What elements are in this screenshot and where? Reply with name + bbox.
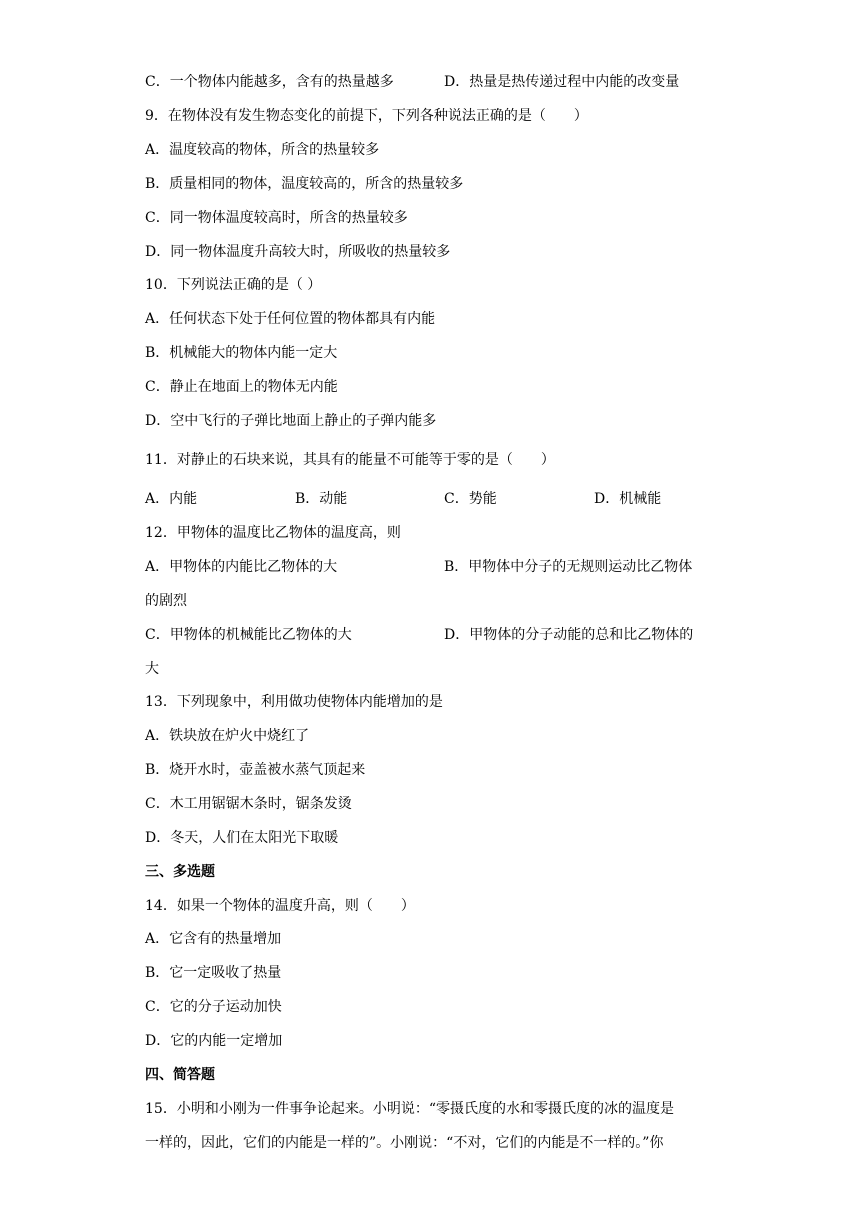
section-multiple-choice-heading: 三、多选题 — [145, 864, 215, 880]
q9-option-a: A．温度较高的物体，所含的热量较多 — [145, 142, 380, 158]
q12-stem: 12．甲物体的温度比乙物体的温度高，则 — [145, 525, 401, 541]
q11-option-d: D．机械能 — [594, 491, 662, 507]
section-short-answer-heading: 四、简答题 — [145, 1067, 215, 1083]
q12-option-d: D．甲物体的分子动能的总和比乙物体的 — [444, 627, 694, 643]
q11-stem: 11．对静止的石块来说，其具有的能量不可能等于零的是（ ） — [145, 452, 555, 468]
q12-option-c: C．甲物体的机械能比乙物体的大 — [145, 627, 352, 643]
q9-option-c: C．同一物体温度较高时，所含的热量较多 — [145, 210, 408, 226]
q10-option-a: A．任何状态下处于任何位置的物体都具有内能 — [145, 311, 436, 327]
q13-option-a: A．铁块放在炉火中烧红了 — [145, 728, 310, 744]
q9-option-b: B．质量相同的物体，温度较高的，所含的热量较多 — [145, 176, 464, 192]
q13-option-d: D．冬天，人们在太阳光下取暖 — [145, 830, 339, 846]
q12-option-d-continued: 大 — [145, 661, 159, 677]
q14-option-a: A．它含有的热量增加 — [145, 931, 282, 947]
q11-option-c: C．势能 — [444, 491, 497, 507]
q14-option-d: D．它的内能一定增加 — [145, 1033, 283, 1049]
q9-stem: 9．在物体没有发生物态变化的前提下，下列各种说法正确的是（ ） — [145, 108, 588, 124]
q10-option-d: D．空中飞行的子弹比地面上静止的子弹内能多 — [145, 413, 437, 429]
q11-option-a: A．内能 — [145, 491, 198, 507]
q12-option-a: A．甲物体的内能比乙物体的大 — [145, 559, 338, 575]
q14-stem: 14．如果一个物体的温度升高，则（ ） — [145, 898, 415, 914]
q11-option-b: B．动能 — [295, 491, 348, 507]
q13-option-b: B．烧开水时，壶盖被水蒸气顶起来 — [145, 762, 366, 778]
q9-option-d: D．同一物体温度升高较大时，所吸收的热量较多 — [145, 244, 451, 260]
q8-option-c: C．一个物体内能越多，含有的热量越多 — [145, 74, 394, 90]
q10-option-b: B．机械能大的物体内能一定大 — [145, 345, 338, 361]
q8-option-d: D．热量是热传递过程中内能的改变量 — [444, 74, 680, 90]
q12-option-b: B．甲物体中分子的无规则运动比乙物体 — [444, 559, 693, 575]
q15-line-2: 一样的，因此，它们的内能是一样的”。小刚说：“不对，它们的内能是不一样的。”你 — [145, 1135, 664, 1151]
q14-option-c: C．它的分子运动加快 — [145, 999, 282, 1015]
q13-stem: 13．下列现象中，利用做功使物体内能增加的是 — [145, 694, 443, 710]
q15-line-1: 15．小明和小刚为一件事争论起来。小明说：“零摄氏度的水和零摄氏度的冰的温度是 — [145, 1101, 674, 1117]
q10-option-c: C．静止在地面上的物体无内能 — [145, 379, 338, 395]
q10-stem: 10．下列说法正确的是（ ） — [145, 277, 322, 293]
q13-option-c: C．木工用锯锯木条时，锯条发烫 — [145, 796, 352, 812]
q14-option-b: B．它一定吸收了热量 — [145, 965, 282, 981]
q12-option-b-continued: 的剧烈 — [145, 593, 187, 609]
